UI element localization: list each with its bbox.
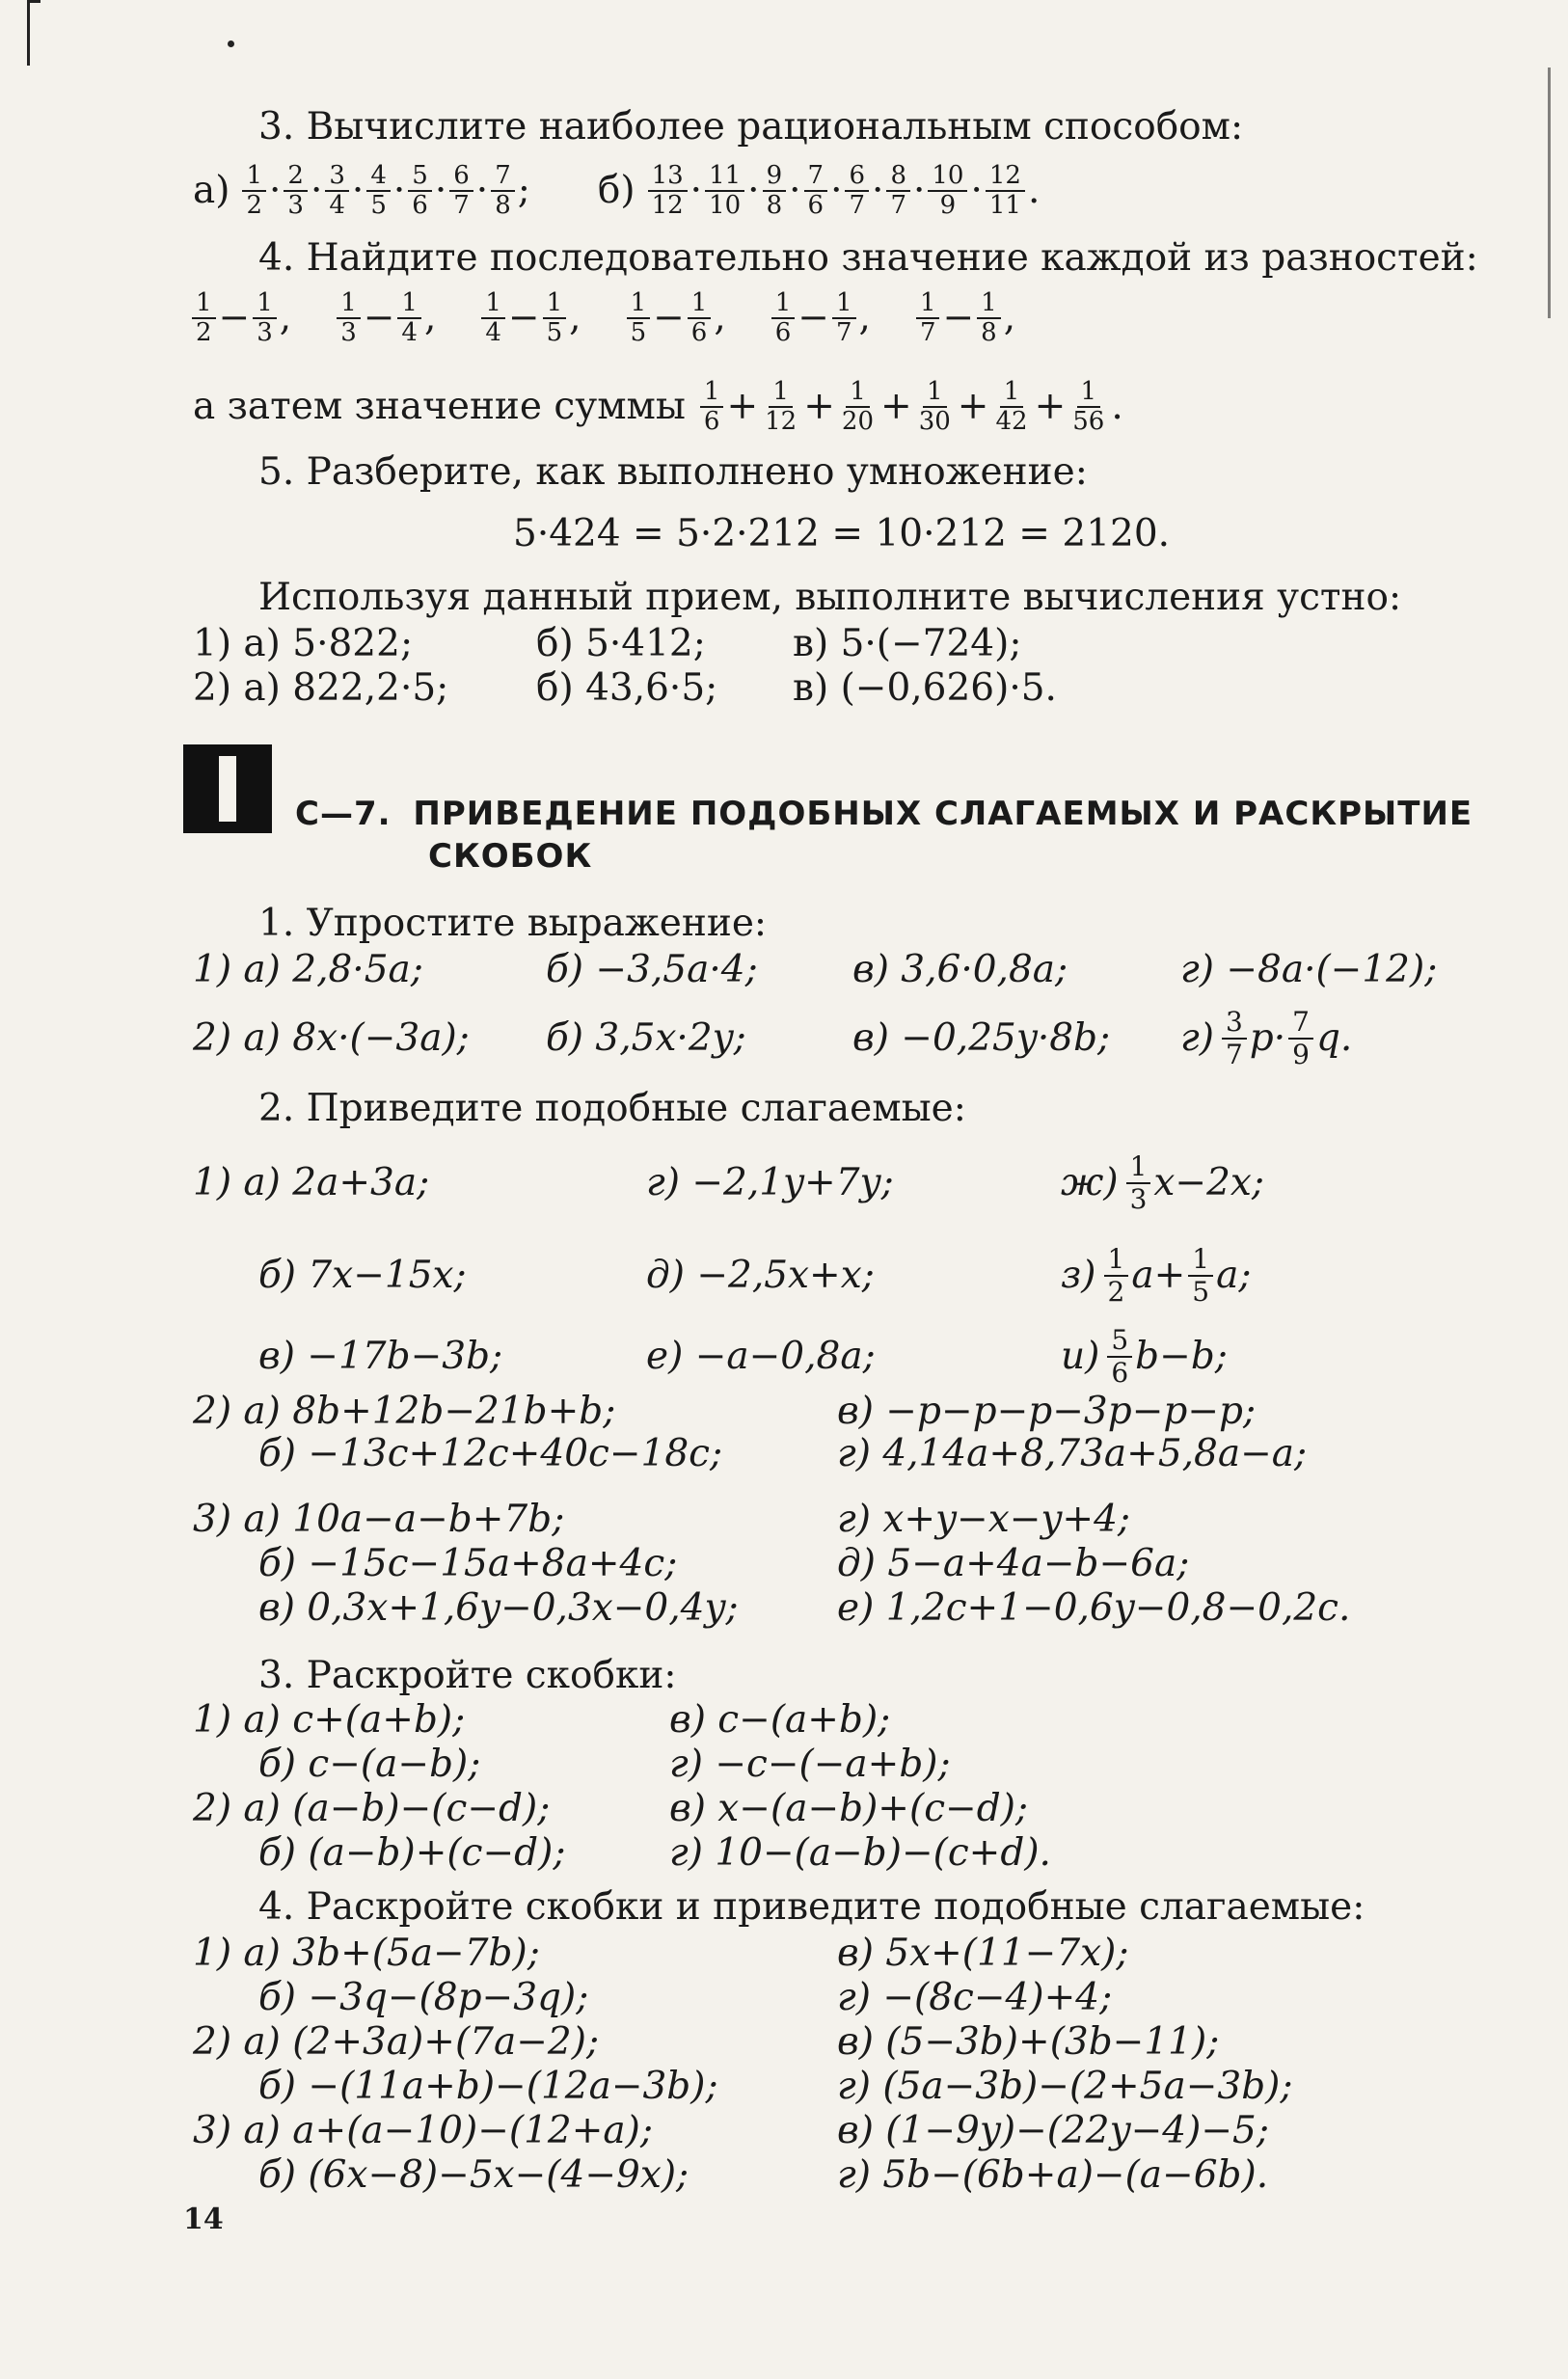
ex5-r1-b: б) 5·412; bbox=[536, 622, 706, 665]
ex4-sum bbox=[697, 378, 1123, 436]
ex4-difference bbox=[624, 289, 726, 347]
ex4-sum-line bbox=[193, 378, 1123, 436]
s4-item-right: г) (5a−3b)−(2+5a−3b); bbox=[837, 2065, 1293, 2108]
ex3-b-fraction-denominator: 7 bbox=[890, 191, 906, 220]
ex3-a-fraction-denominator: 8 bbox=[495, 191, 511, 220]
s3-r4-b: г) 10−(a−b)−(c+d). bbox=[669, 1831, 1051, 1875]
s3-row-1 bbox=[193, 1697, 890, 1744]
s4-row bbox=[193, 2019, 1219, 2066]
s1-r2-a: 2) а) 8x·(−3a); bbox=[193, 1016, 470, 1060]
ex4-subtrahend-denominator: 6 bbox=[690, 318, 708, 347]
ex3-b-fraction-denominator: 6 bbox=[807, 191, 825, 220]
s1-r2-d-label: г) bbox=[1180, 1016, 1214, 1060]
s4-item-left: б) (6x−8)−5x−(4−9x); bbox=[258, 2153, 689, 2197]
ex5-r1-c: в) 5·(−724); bbox=[793, 622, 1022, 665]
ex4-subtrahend-denominator: 7 bbox=[835, 318, 852, 347]
ex4-subtrahend-denominator: 8 bbox=[981, 318, 997, 347]
ex4-minuend-numerator: 1 bbox=[771, 289, 796, 319]
s2-zh-label: ж) bbox=[1061, 1161, 1119, 1204]
s4-item-left: 2) а) (2+3a)+(7a−2); bbox=[193, 2020, 600, 2064]
ex3-a-fraction-denominator: 5 bbox=[370, 191, 387, 220]
ex3-b-end: . bbox=[1027, 169, 1041, 212]
ex3-b-fraction bbox=[928, 162, 967, 220]
s1-r2-d-var-1: p· bbox=[1249, 1016, 1286, 1060]
ex5-title: 5. Разберите, как выполнено умножение: bbox=[258, 450, 1088, 494]
ex3-b-fraction bbox=[986, 162, 1025, 220]
times-sign: · bbox=[789, 169, 801, 212]
section-title-text: ПРИВЕДЕНИЕ ПОДОБНЫХ СЛАГАЕМЫХ И РАСКРЫТИЕ bbox=[413, 795, 1473, 833]
ex5-r1-a: 1) а) 5·822; bbox=[193, 622, 414, 665]
s1-r1-b: б) −3,5a·4; bbox=[546, 948, 758, 991]
s2-g3-r1-a: 3) а) 10a−a−b+7b; bbox=[193, 1498, 565, 1541]
ex4-sum-term-denominator: 6 bbox=[703, 407, 720, 436]
s2-g3-r2-a: б) −15c−15a+8a+4c; bbox=[258, 1542, 678, 1585]
times-sign: · bbox=[912, 169, 926, 212]
ex4-sum-term-numerator: 1 bbox=[846, 378, 870, 408]
s4-item-right: г) 5b−(6b+a)−(a−6b). bbox=[837, 2153, 1269, 2197]
ex5-formula: 5·424 = 5·2·212 = 10·212 = 2120. bbox=[513, 512, 1171, 555]
ex4-subtrahend bbox=[253, 289, 277, 347]
s2-i-rest: b−b; bbox=[1135, 1335, 1228, 1378]
s2-z-mid: a+ bbox=[1131, 1254, 1186, 1297]
s2-z-label: з) bbox=[1061, 1254, 1096, 1297]
ex3-a-fraction-numerator: 5 bbox=[408, 162, 432, 192]
ex4-minuend-denominator: 5 bbox=[630, 318, 647, 347]
s2-g1-r1-a: 1) а) 2a+3a; bbox=[193, 1161, 430, 1204]
ex3-b-fraction-denominator: 8 bbox=[766, 191, 783, 220]
times-sign: · bbox=[475, 169, 489, 212]
comma: , bbox=[423, 296, 437, 339]
ex3-b-product bbox=[645, 162, 1028, 220]
scan-corner-mark bbox=[27, 0, 41, 3]
plus-sign: + bbox=[803, 385, 835, 428]
s4-item-left: 1) а) 3b+(5a−7b); bbox=[193, 1932, 540, 1975]
s2-zh-rest: x−2x; bbox=[1153, 1161, 1265, 1204]
ex4-subtrahend-numerator: 1 bbox=[397, 289, 421, 319]
s2-g1-r2-b: д) −2,5x+x; bbox=[646, 1254, 875, 1297]
period: . bbox=[1111, 385, 1123, 428]
ex4-sum-term bbox=[1068, 378, 1108, 436]
ex4-sum-term-denominator: 56 bbox=[1072, 407, 1105, 436]
s2-g3-r3-a: в) 0,3x+1,6y−0,3x−0,4y; bbox=[258, 1586, 739, 1630]
ex3-b-fraction-numerator: 12 bbox=[986, 162, 1025, 192]
ex4-sum-term-numerator: 1 bbox=[923, 378, 947, 408]
s2-g1-r1-b: г) −2,1y+7y; bbox=[646, 1161, 894, 1204]
ex4-subtrahend bbox=[688, 289, 712, 347]
s3-r2-a: б) c−(a−b); bbox=[258, 1743, 481, 1786]
ex4-minuend-denominator: 6 bbox=[774, 318, 792, 347]
times-sign: · bbox=[747, 169, 760, 212]
s2-g1-row-2 bbox=[258, 1244, 1252, 1308]
ex3-b-fraction-denominator: 12 bbox=[651, 191, 684, 220]
ex3-b-fraction bbox=[845, 162, 869, 220]
ex4-subtrahend-numerator: 1 bbox=[977, 289, 1001, 319]
comma: , bbox=[569, 296, 581, 339]
comma: , bbox=[1003, 296, 1016, 339]
ex4-sum-text: а затем значение суммы bbox=[193, 385, 686, 428]
ex4-title: 4. Найдите последовательно значение каждой из разностей: bbox=[258, 236, 1478, 280]
s4-row bbox=[258, 2152, 1268, 2199]
times-sign: · bbox=[830, 169, 843, 212]
ex3-a-fraction-numerator: 7 bbox=[491, 162, 515, 192]
s2-g2-r1-a: 2) а) 8b+12b−21b+b; bbox=[193, 1390, 616, 1433]
minus-sign: − bbox=[218, 296, 251, 339]
ex4-minuend bbox=[192, 289, 216, 347]
ex4-subtrahend bbox=[543, 289, 567, 347]
ex3-b-fraction-numerator: 7 bbox=[804, 162, 828, 192]
ex4-minuend-denominator: 4 bbox=[485, 318, 501, 347]
s4-item-left: б) −3q−(8p−3q); bbox=[258, 1976, 589, 2019]
s2-g3-r3-b: е) 1,2c+1−0,6y−0,8−0,2c. bbox=[837, 1586, 1351, 1630]
plus-sign: + bbox=[880, 385, 912, 428]
s3-r4-a: б) (a−b)+(c−d); bbox=[258, 1831, 566, 1875]
s2-g3-row-2 bbox=[258, 1541, 1189, 1587]
s2-g1-r3-a: в) −17b−3b; bbox=[258, 1335, 503, 1378]
ex3-a-fraction bbox=[449, 162, 473, 220]
ex3-a-fraction bbox=[284, 162, 308, 220]
s2-i-frac: $\frac{5}{6}$ bbox=[1107, 1325, 1132, 1389]
ex4-subtrahend-numerator: 1 bbox=[543, 289, 567, 319]
ex3-b-fraction-numerator: 10 bbox=[928, 162, 967, 192]
ex4-sum-term bbox=[761, 378, 800, 436]
ex4-sum-term-numerator: 1 bbox=[1000, 378, 1024, 408]
ex3-b-fraction-numerator: 9 bbox=[763, 162, 787, 192]
times-sign: · bbox=[970, 169, 983, 212]
s4-row bbox=[258, 2064, 1293, 2110]
ex4-subtrahend-denominator: 3 bbox=[257, 318, 273, 347]
minus-sign: − bbox=[653, 296, 685, 339]
s4-item-right: г) −(8c−4)+4; bbox=[837, 1976, 1113, 2019]
s3-r2-b: г) −c−(−a+b); bbox=[669, 1743, 951, 1786]
s3-r1-a: 1) а) c+(a+b); bbox=[193, 1698, 466, 1742]
s4-item-left: 3) а) a+(a−10)−(12+a); bbox=[193, 2109, 654, 2152]
ex4-differences bbox=[189, 289, 1015, 347]
s4-row bbox=[193, 1931, 1128, 1977]
ex4-sum-term-numerator: 1 bbox=[1077, 378, 1101, 408]
ex4-difference bbox=[913, 289, 1015, 347]
ex3-a-fraction-numerator: 2 bbox=[284, 162, 308, 192]
s4-title: 4. Раскройте скобки и приведите подобные слагаемые: bbox=[258, 1885, 1365, 1929]
ex3-a-fraction bbox=[325, 162, 349, 220]
ex3-a-fraction bbox=[242, 162, 266, 220]
comma: , bbox=[279, 296, 292, 339]
ex3-a-fraction bbox=[491, 162, 515, 220]
minus-sign: − bbox=[942, 296, 975, 339]
ex5-r2-b: б) 43,6·5; bbox=[536, 666, 718, 710]
ex3-title: 3. Вычислите наиболее рациональным способом: bbox=[258, 105, 1244, 149]
ex4-sum-term-denominator: 20 bbox=[841, 407, 875, 436]
ex4-minuend-denominator: 3 bbox=[340, 318, 357, 347]
s1-row-2 bbox=[193, 1007, 1352, 1070]
ex3-a-fraction-denominator: 4 bbox=[329, 191, 345, 220]
s2-g3-r1-b: г) x+y−x−y+4; bbox=[837, 1498, 1131, 1541]
ex4-minuend-numerator: 1 bbox=[481, 289, 505, 319]
ex3-a-fraction-numerator: 3 bbox=[325, 162, 349, 192]
s2-g3-row-3 bbox=[258, 1585, 1350, 1632]
section-code: С—7. bbox=[295, 795, 392, 833]
s2-title: 2. Приведите подобные слагаемые: bbox=[258, 1087, 966, 1130]
s1-r1-c: в) 3,6·0,8a; bbox=[852, 948, 1068, 991]
page-number: 14 bbox=[183, 2203, 224, 2236]
minus-sign: − bbox=[363, 296, 395, 339]
ex4-subtrahend-denominator: 5 bbox=[546, 318, 563, 347]
s1-r2-d-frac-1: $\frac{3}{7}$ bbox=[1222, 1007, 1247, 1070]
s2-z-frac-2: $\frac{1}{5}$ bbox=[1188, 1244, 1213, 1308]
ex4-minuend-numerator: 1 bbox=[916, 289, 940, 319]
s3-row-3 bbox=[193, 1786, 1028, 1832]
times-sign: · bbox=[392, 169, 406, 212]
s4-item-right: в) 5x+(11−7x); bbox=[837, 1932, 1129, 1975]
ex4-sum-term bbox=[991, 378, 1031, 436]
ex3-a-fraction-denominator: 6 bbox=[412, 191, 428, 220]
s2-g1-row-1 bbox=[193, 1151, 1264, 1215]
ex3-a-product bbox=[239, 162, 517, 220]
ex5-row-2 bbox=[193, 665, 1057, 712]
s1-r1-a: 1) а) 2,8·5a; bbox=[193, 948, 423, 991]
ex4-sum-term-numerator: 1 bbox=[700, 378, 724, 408]
ex3-b-fraction bbox=[804, 162, 828, 220]
ex4-subtrahend bbox=[832, 289, 856, 347]
times-sign: · bbox=[434, 169, 447, 212]
ex3-a-fraction bbox=[408, 162, 432, 220]
s2-z-rest: a; bbox=[1216, 1254, 1252, 1297]
ex4-minuend-numerator: 1 bbox=[192, 289, 216, 319]
s1-r2-c: в) −0,25y·8b; bbox=[852, 1016, 1111, 1060]
ex3-a-fraction bbox=[366, 162, 391, 220]
ex3-b-label: б) bbox=[597, 169, 635, 212]
ex4-minuend-numerator: 1 bbox=[337, 289, 361, 319]
ex4-sum-term-denominator: 12 bbox=[765, 407, 798, 436]
ex4-sum-term-numerator: 1 bbox=[769, 378, 793, 408]
s2-g1-row-3 bbox=[258, 1325, 1228, 1389]
s2-g2-r2-b: г) 4,14a+8,73a+5,8a−a; bbox=[837, 1432, 1308, 1475]
ex3-b-fraction-numerator: 8 bbox=[886, 162, 910, 192]
ex4-minuend-denominator: 2 bbox=[196, 318, 212, 347]
ex3-b-fraction-numerator: 6 bbox=[845, 162, 869, 192]
s3-row-2 bbox=[258, 1742, 951, 1788]
ex3-b-fraction-denominator: 10 bbox=[709, 191, 742, 220]
ex4-sum-term-denominator: 30 bbox=[918, 407, 951, 436]
s1-r2-d-frac-2: $\frac{7}{9}$ bbox=[1288, 1007, 1313, 1070]
s4-row bbox=[193, 2108, 1269, 2154]
minus-sign: − bbox=[507, 296, 540, 339]
ex5-r2-a: 2) а) 822,2·5; bbox=[193, 666, 449, 710]
s2-g1-r2-a: б) 7x−15x; bbox=[258, 1254, 467, 1297]
scan-edge-mark bbox=[1548, 68, 1551, 318]
plus-sign: + bbox=[726, 385, 759, 428]
ex3-expressions bbox=[193, 162, 1040, 220]
ex3-b-fraction bbox=[705, 162, 744, 220]
times-sign: · bbox=[351, 169, 365, 212]
ex3-a-fraction-numerator: 4 bbox=[366, 162, 391, 192]
ex4-minuend bbox=[627, 289, 651, 347]
ex4-subtrahend-numerator: 1 bbox=[832, 289, 856, 319]
comma: , bbox=[714, 296, 726, 339]
ex4-minuend bbox=[771, 289, 796, 347]
ex4-subtrahend-denominator: 4 bbox=[401, 318, 418, 347]
scan-corner-mark bbox=[27, 0, 30, 66]
ex4-difference bbox=[478, 289, 581, 347]
s3-title: 3. Раскройте скобки: bbox=[258, 1654, 677, 1697]
s4-item-left: б) −(11a+b)−(12a−3b); bbox=[258, 2065, 718, 2108]
ex4-minuend bbox=[337, 289, 361, 347]
ex3-b-fraction bbox=[648, 162, 688, 220]
plus-sign: + bbox=[957, 385, 989, 428]
times-sign: · bbox=[872, 169, 884, 212]
ex4-sum-term bbox=[915, 378, 955, 436]
ex4-subtrahend-numerator: 1 bbox=[688, 289, 712, 319]
ex4-sum-term bbox=[700, 378, 724, 436]
s1-row-1 bbox=[193, 947, 1437, 993]
times-sign: · bbox=[310, 169, 323, 212]
ex4-subtrahend-numerator: 1 bbox=[253, 289, 277, 319]
ex3-a-fraction-numerator: 6 bbox=[449, 162, 473, 192]
s1-title: 1. Упростите выражение: bbox=[258, 902, 768, 945]
ex4-minuend-denominator: 7 bbox=[919, 318, 936, 347]
ex3-a-fraction-denominator: 3 bbox=[287, 191, 304, 220]
ex4-minuend-numerator: 1 bbox=[627, 289, 651, 319]
s1-r1-d: г) −8a·(−12); bbox=[1180, 948, 1438, 991]
ex4-sum-term-denominator: 42 bbox=[995, 407, 1028, 436]
ex3-b-fraction-denominator: 9 bbox=[939, 191, 957, 220]
ex3-a-fraction-numerator: 1 bbox=[242, 162, 266, 192]
ex4-difference bbox=[769, 289, 871, 347]
s2-g3-r2-b: д) 5−a+4a−b−6a; bbox=[837, 1542, 1190, 1585]
ex3-b-fraction bbox=[886, 162, 910, 220]
ex4-minuend bbox=[481, 289, 505, 347]
section-title-line-2: СКОБОК bbox=[428, 837, 593, 876]
ex4-difference bbox=[189, 289, 291, 347]
s1-r2-b: б) 3,5x·2y; bbox=[546, 1016, 746, 1060]
s1-r2-d-var-2: q. bbox=[1315, 1016, 1353, 1060]
ex4-difference bbox=[334, 289, 436, 347]
s3-r1-b: в) c−(a+b); bbox=[669, 1698, 891, 1742]
ex5-intro: Используя данный прием, выполните вычисления устно: bbox=[258, 576, 1402, 619]
ex3-a-fraction-denominator: 7 bbox=[453, 191, 470, 220]
s2-i-label: и) bbox=[1061, 1335, 1100, 1378]
ex5-r2-c: в) (−0,626)·5. bbox=[793, 666, 1057, 710]
minus-sign: − bbox=[798, 296, 829, 339]
s2-g2-row-2 bbox=[258, 1431, 1307, 1477]
scan-dot bbox=[228, 41, 234, 47]
s2-g1-r3-b: е) −a−0,8a; bbox=[646, 1335, 876, 1378]
ex3-a-end: ; bbox=[517, 169, 530, 212]
ex3-b-fraction-numerator: 11 bbox=[705, 162, 744, 192]
s2-g2-row-1 bbox=[193, 1389, 1256, 1435]
ex3-b-fraction bbox=[763, 162, 787, 220]
section-level-mark bbox=[183, 744, 272, 833]
s3-r3-a: 2) а) (a−b)−(c−d); bbox=[193, 1787, 551, 1830]
s2-g2-r2-a: б) −13c+12c+40c−18c; bbox=[258, 1432, 723, 1475]
times-sign: · bbox=[269, 169, 282, 212]
ex4-subtrahend bbox=[977, 289, 1001, 347]
section-title-line-1 bbox=[295, 795, 1473, 833]
ex3-a-label: а) bbox=[193, 169, 230, 212]
ex3-b-fraction-numerator: 13 bbox=[648, 162, 688, 192]
ex4-subtrahend bbox=[397, 289, 421, 347]
s4-item-right: в) (1−9y)−(22y−4)−5; bbox=[837, 2109, 1269, 2152]
s4-row bbox=[258, 1975, 1112, 2021]
comma: , bbox=[858, 296, 871, 339]
s4-item-right: в) (5−3b)+(3b−11); bbox=[837, 2020, 1220, 2064]
s2-g3-row-1 bbox=[193, 1497, 1130, 1543]
ex4-sum-term bbox=[838, 378, 878, 436]
s2-z-frac-1: $\frac{1}{2}$ bbox=[1104, 1244, 1129, 1308]
s3-row-4 bbox=[258, 1830, 1051, 1877]
ex3-a-fraction-denominator: 2 bbox=[246, 191, 263, 220]
ex3-b-fraction-denominator: 11 bbox=[988, 191, 1021, 220]
s3-r3-b: в) x−(a−b)+(c−d); bbox=[669, 1787, 1029, 1830]
ex4-minuend bbox=[916, 289, 940, 347]
ex3-b-fraction-denominator: 7 bbox=[849, 191, 866, 220]
s2-zh-frac: $\frac{1}{3}$ bbox=[1126, 1151, 1151, 1215]
s2-g2-r1-b: в) −p−p−p−3p−p−p; bbox=[837, 1390, 1257, 1433]
ex5-row-1 bbox=[193, 621, 1021, 667]
plus-sign: + bbox=[1034, 385, 1067, 428]
times-sign: · bbox=[689, 169, 703, 212]
